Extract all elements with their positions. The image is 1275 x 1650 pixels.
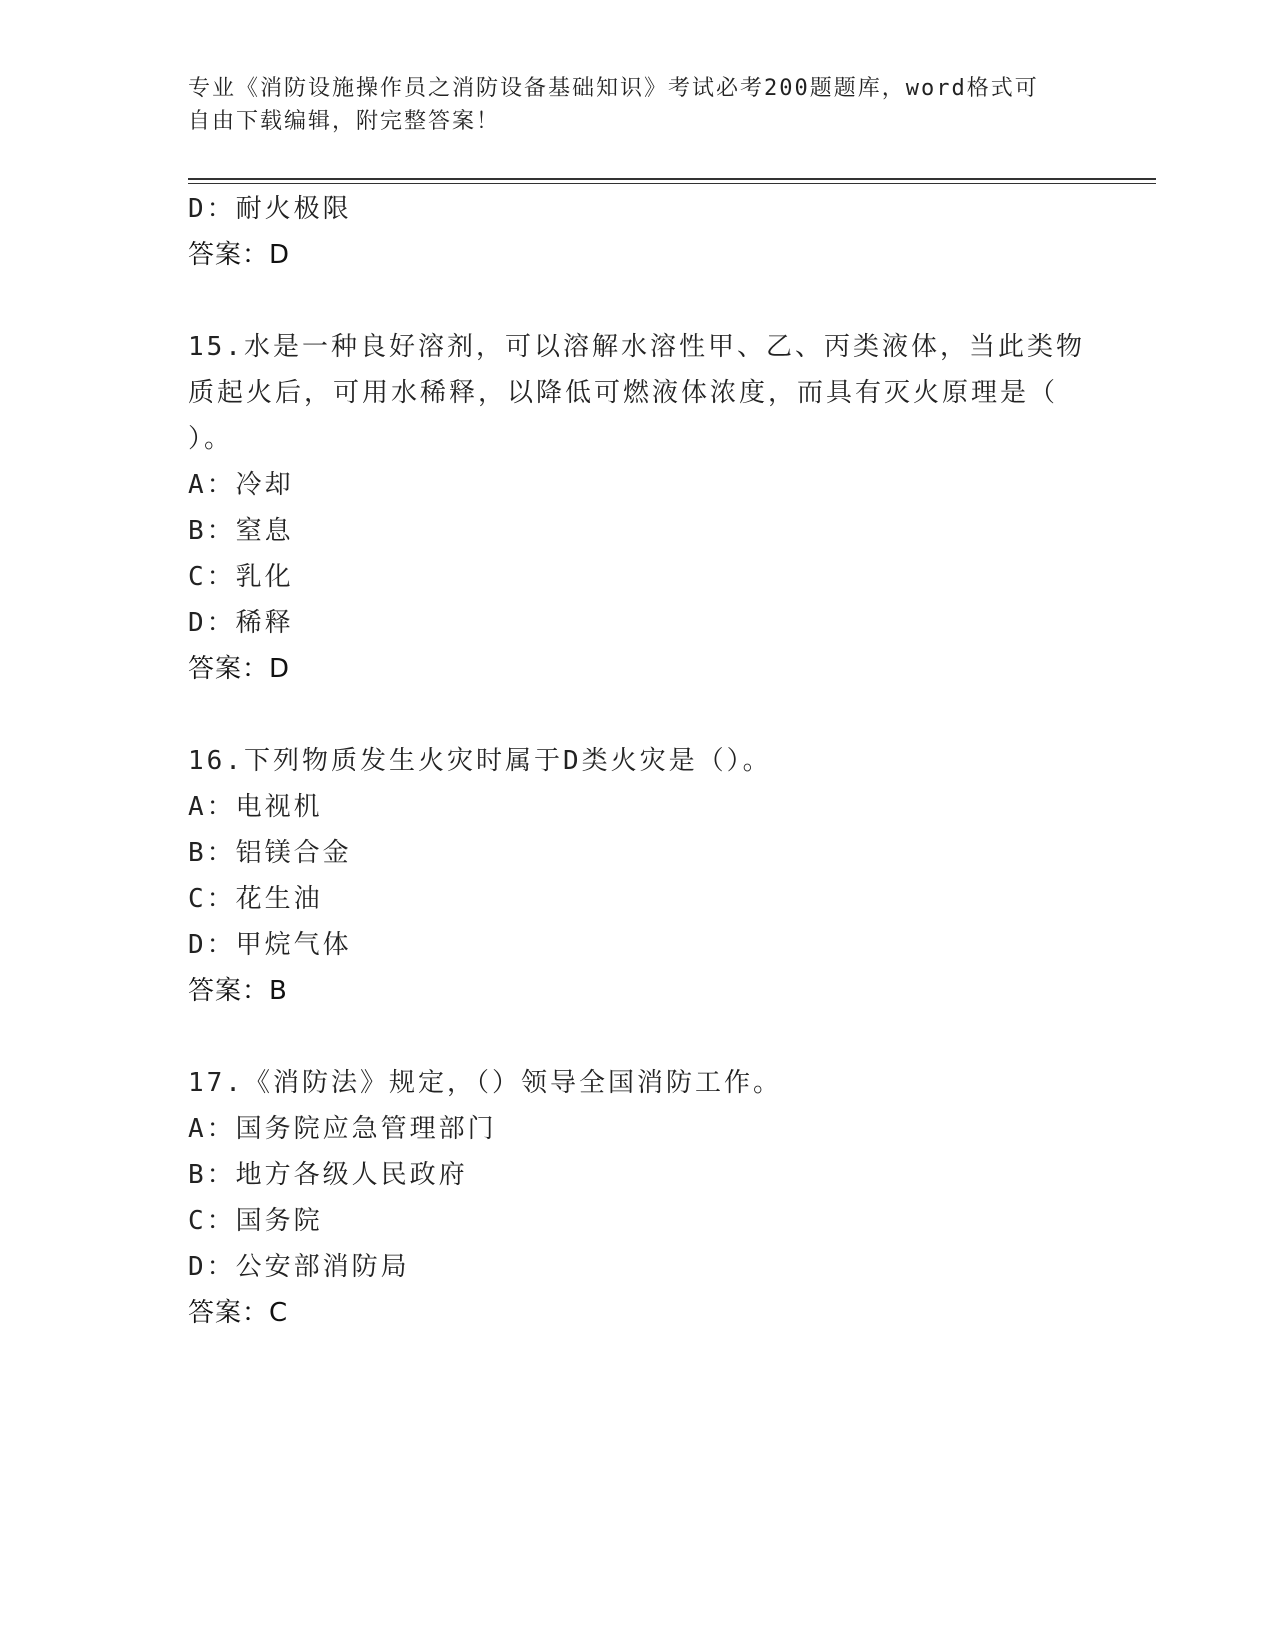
option-a: A：电视机: [188, 792, 323, 822]
option-d: D：稀释: [188, 608, 294, 638]
option-b: B：地方各级人民政府: [188, 1160, 468, 1190]
answer-line: 答案：C: [188, 1298, 289, 1328]
option-d: D：耐火极限: [188, 194, 352, 224]
document-header: [188, 72, 1088, 138]
option-c: C：花生油: [188, 884, 323, 914]
document-body: [188, 186, 1088, 1336]
question-stem-line: 17.《消防法》规定，（）领导全国消防工作。: [188, 1068, 782, 1098]
question-17: [188, 1060, 1088, 1336]
option-a: A：冷却: [188, 470, 294, 500]
question-stem-line: 15.水是一种良好溶剂，可以溶解水溶性甲、乙、丙类液体，当此类物: [188, 332, 1085, 362]
question-stem-line: ）。: [188, 424, 234, 454]
option-d: D：甲烷气体: [188, 930, 352, 960]
option-c: C：国务院: [188, 1206, 323, 1236]
option-c: C：乳化: [188, 562, 294, 592]
option-b: B：铝镁合金: [188, 838, 352, 868]
option-a: A：国务院应急管理部门: [188, 1114, 497, 1144]
option-b: B：窒息: [188, 516, 294, 546]
question-stem-line: 16.下列物质发生火灾时属于D类火灾是（）。: [188, 746, 772, 776]
answer-line: 答案：D: [188, 654, 291, 684]
question-stem-line: 质起火后，可用水稀释，以降低可燃液体浓度，而具有灭火原理是（: [188, 378, 1059, 408]
option-d: D：公安部消防局: [188, 1252, 410, 1282]
answer-line: 答案：D: [188, 240, 291, 270]
header-line-2: 自由下载编辑，附完整答案！: [188, 109, 501, 134]
header-divider: [188, 178, 1156, 184]
answer-line: 答案：B: [188, 976, 288, 1006]
question-15: [188, 324, 1088, 692]
header-line-1: 专业《消防设施操作员之消防设备基础知识》考试必考200题题库，word格式可: [188, 76, 1039, 101]
carryover-block: [188, 186, 1088, 278]
question-16: [188, 738, 1088, 1014]
